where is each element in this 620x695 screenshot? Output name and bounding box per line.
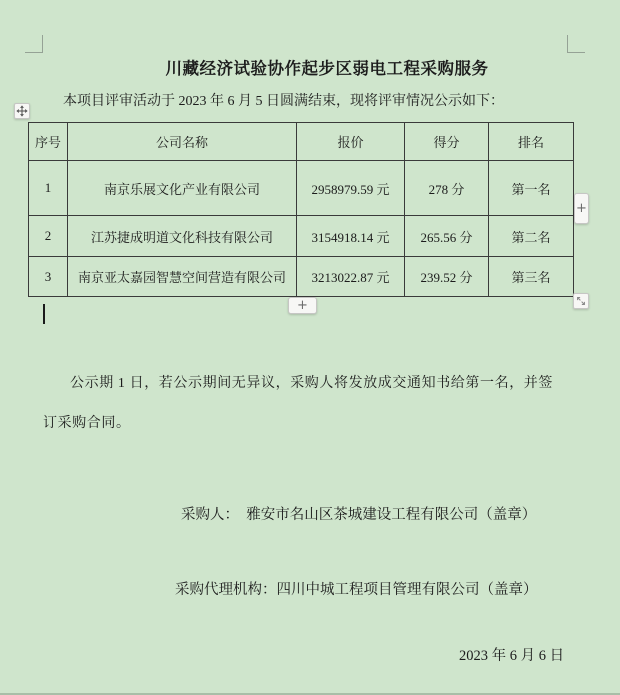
cell-price[interactable]: 3213022.87 元 [297,257,405,297]
insert-row-handle[interactable]: + [288,297,317,314]
th-price[interactable]: 报价 [297,123,405,161]
cell-index[interactable]: 3 [29,257,68,297]
table-resize-handle[interactable] [573,293,589,309]
cell-company[interactable]: 江苏捷成明道文化科技有限公司 [68,216,297,257]
cell-index[interactable]: 1 [29,161,68,216]
cell-rank[interactable]: 第一名 [489,161,574,216]
margin-mark-top-right [567,35,585,53]
intro-paragraph[interactable]: 本项目评审活动于 2023 年 6 月 5 日圆满结束，现将评审情况公示如下： [63,94,504,109]
table-move-handle[interactable] [14,103,30,119]
notice-paragraph-line2[interactable]: 订采购合同。 [43,416,131,431]
cell-rank[interactable]: 第三名 [489,257,574,297]
move-cross-icon [16,105,28,117]
date-line[interactable]: 2023 年 6 月 6 日 [459,648,565,664]
text-cursor [43,304,45,324]
document-title[interactable]: 川藏经济试验协作起步区弱电工程采购服务 [165,59,489,78]
cell-price[interactable]: 2958979.59 元 [297,161,405,216]
table-row [29,216,574,257]
diagonal-resize-icon [575,295,587,307]
cell-price[interactable]: 3154918.14 元 [297,216,405,257]
insert-column-handle[interactable]: + [574,193,589,224]
cell-company[interactable]: 南京乐展文化产业有限公司 [68,161,297,216]
cell-score[interactable]: 265.56 分 [405,216,489,257]
margin-mark-top-left [25,35,43,53]
notice-paragraph-line1[interactable]: 公示期 1 日，若公示期间无异议，采购人将发放成交通知书给第一名，并签 [70,376,553,391]
th-score[interactable]: 得分 [405,123,489,161]
cell-rank[interactable]: 第二名 [489,216,574,257]
cell-score[interactable]: 239.52 分 [405,257,489,297]
evaluation-table [28,122,574,297]
th-index[interactable]: 序号 [29,123,68,161]
th-company[interactable]: 公司名称 [68,123,297,161]
cell-score[interactable]: 278 分 [405,161,489,216]
table-row [29,161,574,216]
purchaser-line[interactable]: 采购人： 雅安市名山区茶城建设工程有限公司（盖章） [181,507,537,523]
table-row [29,257,574,297]
cell-company[interactable]: 南京亚太嘉园智慧空间营造有限公司 [68,257,297,297]
agency-line[interactable]: 采购代理机构：四川中城工程项目管理有限公司（盖章） [175,582,538,598]
cell-index[interactable]: 2 [29,216,68,257]
th-rank[interactable]: 排名 [489,123,574,161]
table-header-row [29,123,574,161]
